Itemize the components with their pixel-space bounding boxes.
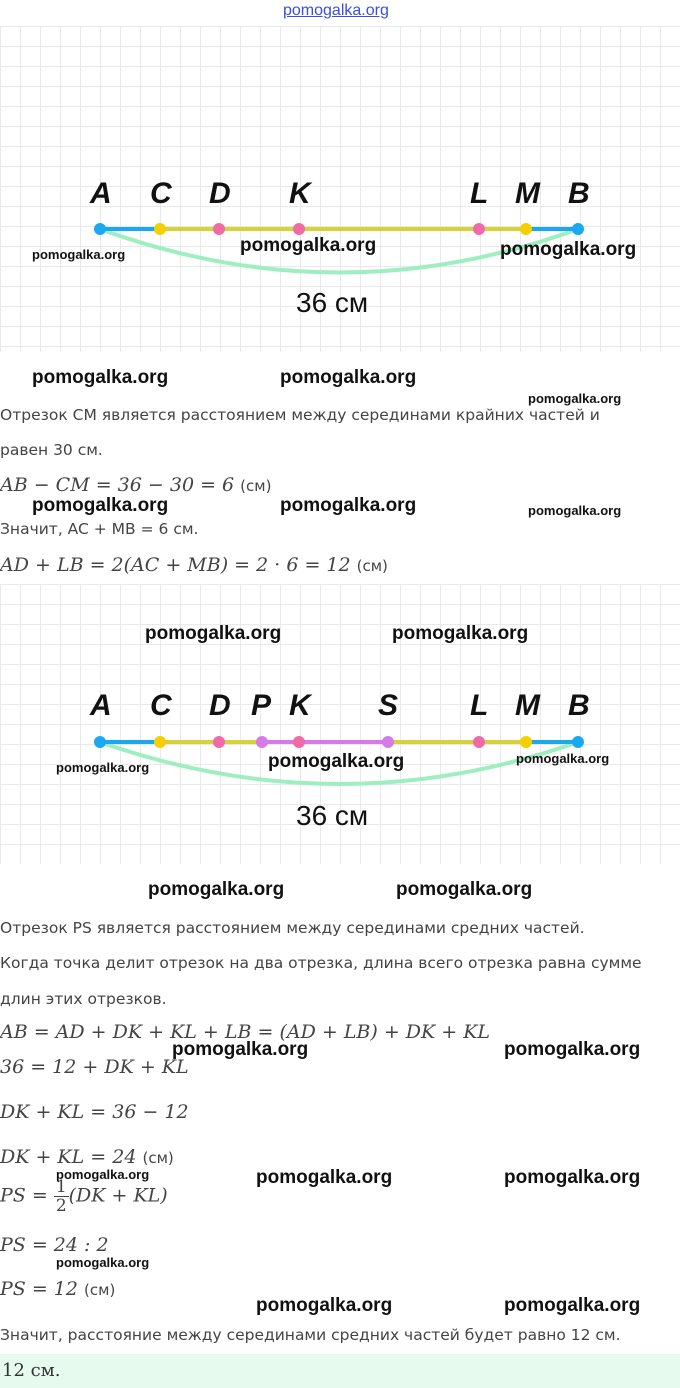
point-label-l: L [470, 689, 489, 722]
paragraph-rule-line2: длин этих отрезков. [0, 990, 167, 1008]
fraction-one-half: $\frac{1}{2}$ [55, 1177, 67, 1216]
point-m [520, 223, 532, 235]
watermark: pomogalka.org [268, 751, 405, 772]
equation-ad-plus-lb: AD + LB = 2(AC + MB) = 2 · 6 = 12 (см) [0, 554, 388, 576]
watermark: pomogalka.org [56, 1167, 150, 1182]
point-label-d: D [209, 689, 231, 722]
equation-36: 36 = 12 + DK + KL [0, 1056, 189, 1078]
top-watermark-link[interactable]: pomogalka.org [283, 2, 389, 19]
watermark: pomogalka.org [56, 1255, 150, 1270]
point-l [473, 736, 485, 748]
point-m [520, 736, 532, 748]
point-label-b: B [568, 177, 590, 210]
watermark: pomogalka.org [504, 1295, 641, 1316]
point-c [154, 223, 166, 235]
watermark: pomogalka.org [145, 623, 282, 644]
point-label-l: L [470, 177, 489, 210]
watermark: pomogalka.org [256, 1167, 393, 1188]
point-label-b: B [568, 689, 590, 722]
point-p [256, 736, 268, 748]
equation-ab-minus-cm: AB − CM = 36 − 30 = 6 (см) [0, 474, 272, 496]
point-label-a: A [90, 689, 112, 722]
point-label-m: M [515, 177, 540, 210]
paragraph-rule-line1: Когда точка делит отрезок на два отрезка, длина всего отрезка равна сумме [0, 954, 642, 972]
watermark: pomogalka.org [56, 760, 150, 775]
answer-box [0, 1354, 680, 1388]
watermark: pomogalka.org [280, 367, 417, 388]
answer-text: 12 см. [2, 1360, 61, 1381]
diagram-2 [0, 584, 680, 864]
point-k [293, 736, 305, 748]
watermark: pomogalka.org [148, 879, 285, 900]
watermark: pomogalka.org [256, 1295, 393, 1316]
point-b [572, 736, 584, 748]
point-label-k: K [289, 177, 311, 210]
paragraph-ps: Отрезок PS является расстоянием между серединами средних частей. [0, 919, 585, 937]
point-b [572, 223, 584, 235]
watermark: pomogalka.org [528, 391, 622, 406]
watermark: pomogalka.org [396, 879, 533, 900]
point-label-p: P [251, 689, 272, 722]
watermark: pomogalka.org [392, 623, 529, 644]
point-label-d: D [209, 177, 231, 210]
point-d [213, 223, 225, 235]
point-label-m: M [515, 689, 540, 722]
equation-ps-div: PS = 24 : 2 [0, 1234, 109, 1256]
equation-dk-kl-diff: DK + KL = 36 − 12 [0, 1101, 189, 1123]
diagram-2-grid [0, 584, 680, 864]
point-k [293, 223, 305, 235]
equation-ps-result: PS = 12 (см) [0, 1278, 116, 1300]
point-a [94, 736, 106, 748]
equation-ab-sum: AB = AD + DK + KL + LB = (AD + LB) + DK + KL [0, 1021, 491, 1043]
diagram-1-grid [0, 26, 680, 352]
watermark: pomogalka.org [280, 495, 417, 516]
point-s [382, 736, 394, 748]
paragraph-ac-mb: Значит, AC + MB = 6 см. [0, 520, 199, 538]
watermark: pomogalka.org [504, 1167, 641, 1188]
conclusion: Значит, расстояние между серединами средних частей будет равно 12 см. [0, 1326, 621, 1344]
watermark: pomogalka.org [32, 247, 126, 262]
length-label: 36 см [296, 800, 369, 831]
watermark: pomogalka.org [240, 235, 377, 256]
watermark: pomogalka.org [32, 495, 169, 516]
point-label-k: K [289, 689, 311, 722]
watermark: pomogalka.org [504, 1039, 641, 1060]
point-label-c: C [150, 689, 172, 722]
watermark: pomogalka.org [500, 239, 637, 260]
watermark: pomogalka.org [172, 1039, 309, 1060]
watermark: pomogalka.org [528, 503, 622, 518]
point-d [213, 736, 225, 748]
point-c [154, 736, 166, 748]
paragraph-cm-line2: равен 30 см. [0, 441, 103, 459]
point-label-a: A [90, 177, 112, 210]
paragraph-cm-line1: Отрезок CM является расстоянием между серединами крайних частей и [0, 406, 600, 424]
point-l [473, 223, 485, 235]
watermark: pomogalka.org [516, 751, 610, 766]
watermark: pomogalka.org [32, 367, 169, 388]
point-a [94, 223, 106, 235]
equation-dk-kl-24: DK + KL = 24 (см) [0, 1146, 174, 1168]
equation-ps-half: PS = $\frac{1}{2}$ (DK + KL) [0, 1177, 168, 1216]
diagram-1 [0, 26, 680, 352]
point-label-s: S [378, 689, 399, 722]
length-label: 36 см [296, 287, 369, 318]
point-label-c: C [150, 177, 172, 210]
